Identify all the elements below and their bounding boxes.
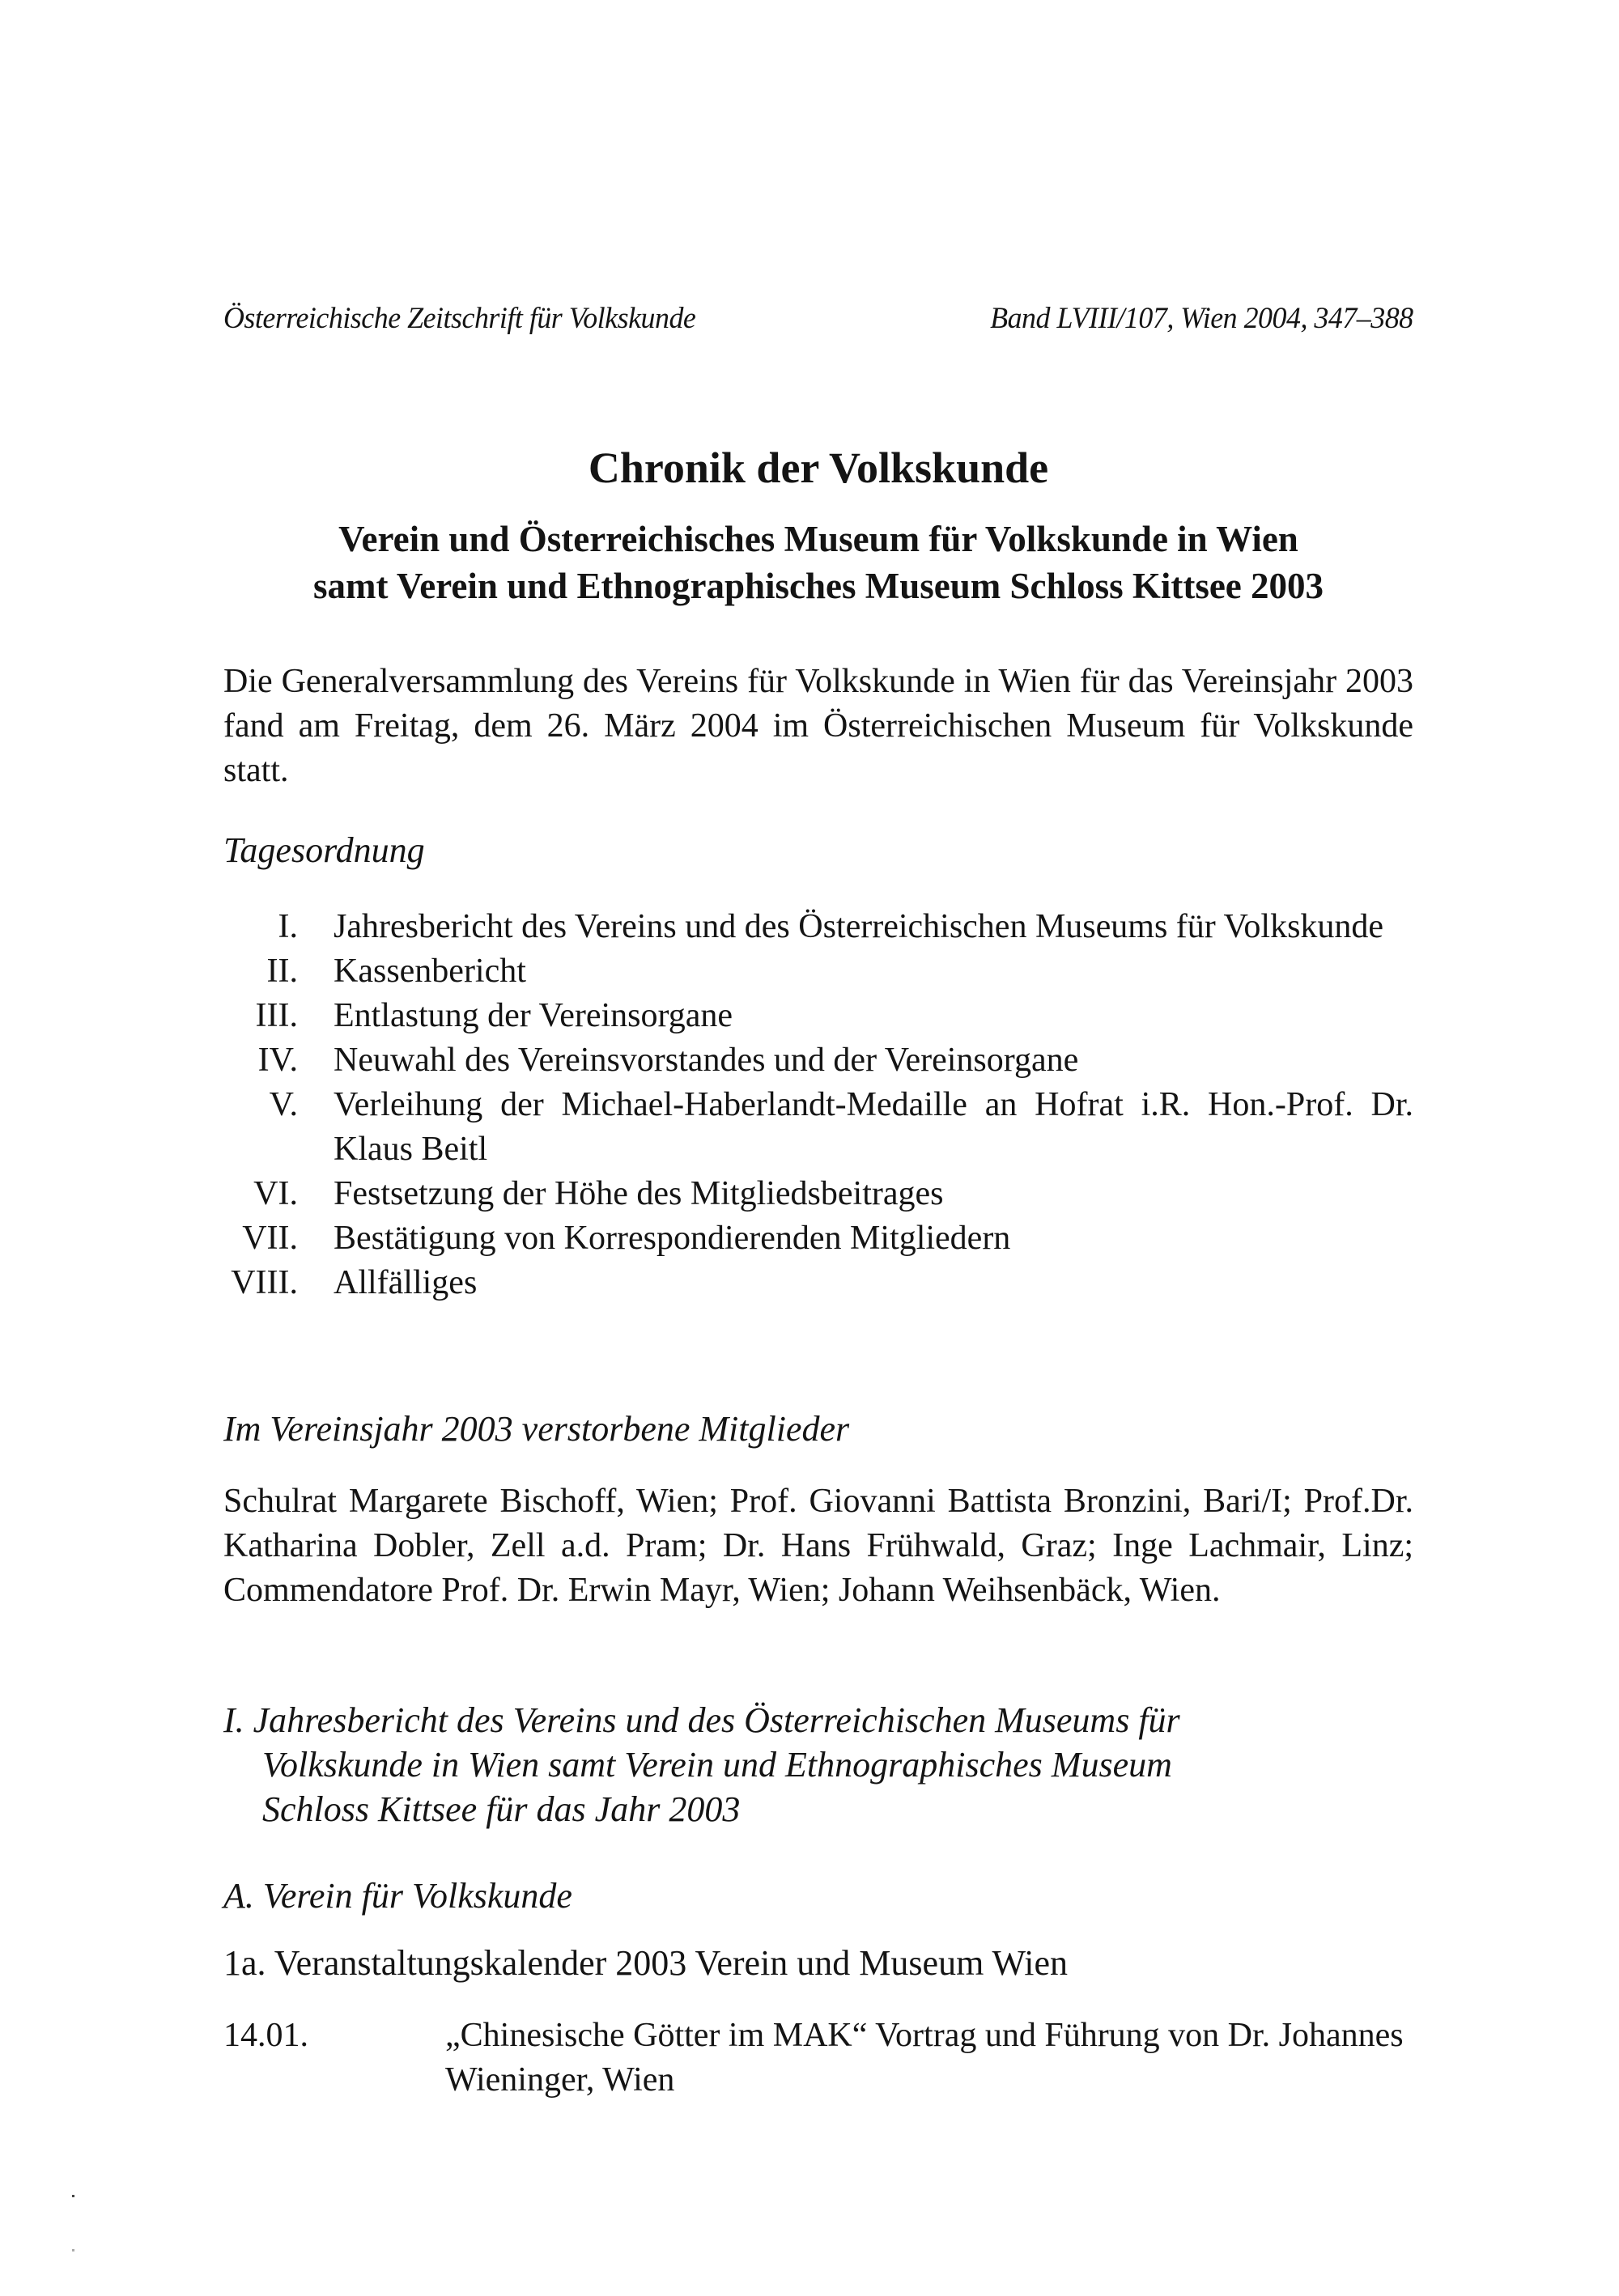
- agenda-item-number: VI.: [253, 1175, 298, 1212]
- agenda-item-text: Allfälliges: [334, 1264, 478, 1301]
- event-date: 14.01.: [223, 2017, 308, 2054]
- agenda-item-text: Entlastung der Vereinsorgane: [334, 997, 733, 1034]
- calendar-heading: 1a. Veranstaltungskalender 2003 Verein und Museum Wien: [223, 1943, 1069, 1983]
- agenda-heading: Tagesordnung: [223, 830, 425, 870]
- volume-info: Band LVIII/107, Wien 2004, 347–388: [990, 302, 1413, 335]
- agenda-item: [223, 1172, 1413, 1216]
- agenda-item-text: Jahresbericht des Vereins und des Österreichischen Museums für Volkskunde: [334, 908, 1384, 945]
- subtitle-line-2: samt Verein und Ethnographisches Museum Schloss Kittsee 2003: [312, 566, 1324, 606]
- journal-title: Österreichische Zeitschrift für Volkskunde: [223, 302, 696, 335]
- report-heading-line-2: Volkskunde in Wien samt Verein und Ethnographisches Museum: [262, 1745, 1172, 1785]
- agenda-item: [223, 1216, 1413, 1261]
- agenda-item-text: Bestätigung von Korrespondierenden Mitgliedern: [334, 1220, 1011, 1257]
- subtitle-line-1: Verein und Österreichisches Museum für Volkskunde in Wien: [338, 519, 1298, 559]
- running-head: [223, 301, 1413, 337]
- scan-speck: [72, 2249, 74, 2251]
- agenda-item-number: VII.: [242, 1220, 298, 1257]
- agenda-list: [223, 905, 1413, 1305]
- agenda-item: [223, 1038, 1413, 1083]
- report-heading-line-3: Schloss Kittsee für das Jahr 2003: [262, 1789, 741, 1829]
- event-entry: [223, 2014, 1413, 2103]
- agenda-item-text: Festsetzung der Höhe des Mitgliedsbeitrages: [334, 1175, 944, 1212]
- scan-speck: [72, 2195, 74, 2197]
- agenda-item-number: II.: [266, 953, 298, 990]
- agenda-item: [223, 949, 1413, 994]
- agenda-item-number: I.: [278, 908, 298, 945]
- page-subtitle: [223, 516, 1413, 609]
- agenda-item: [223, 994, 1413, 1038]
- section-heading: A. Verein für Volkskunde: [223, 1876, 572, 1916]
- agenda-item-number: III.: [255, 997, 298, 1034]
- agenda-item-number: VIII.: [231, 1264, 298, 1301]
- agenda-item: [223, 1261, 1413, 1305]
- intro-paragraph: Die Generalversammlung des Vereins für Volkskunde in Wien für das Vereinsjahr 2003 fand am Freitag, dem 26. März 2004 im Österreichischen Museum für Volkskunde statt.: [223, 663, 1413, 789]
- agenda-item-number: IV.: [257, 1042, 298, 1079]
- agenda-item-text: Verleihung der Michael-Haberlandt-Medaille an Hofrat i.R. Hon.-Prof. Dr. Klaus Beitl: [334, 1086, 1413, 1168]
- agenda-item: [223, 1083, 1413, 1172]
- agenda-item-number: V.: [269, 1086, 298, 1123]
- report-heading-line-1: I. Jahresbericht des Vereins und des Österreichischen Museums für: [223, 1700, 1180, 1740]
- deceased-heading: Im Vereinsjahr 2003 verstorbene Mitglieder: [223, 1409, 850, 1449]
- event-description: „Chinesische Götter im MAK“ Vortrag und Führung von Dr. Johannes Wieninger, Wien: [445, 2017, 1404, 2099]
- deceased-paragraph: Schulrat Margarete Bischoff, Wien; Prof. Giovanni Battista Bronzini, Bari/I; Prof.Dr. Katharina Dobler, Zell a.d. Pram; Dr. Hans Frühwald, Graz; Inge Lachmair, Linz; Commendatore Prof. Dr. Erwin Mayr, Wien; Johann Weihsenbäck, Wien.: [223, 1483, 1413, 1609]
- agenda-item-text: Kassenbericht: [334, 953, 526, 990]
- report-heading: [223, 1698, 1413, 1831]
- page-title: Chronik der Volkskunde: [588, 443, 1049, 492]
- agenda-item: [223, 905, 1413, 949]
- agenda-item-text: Neuwahl des Vereinsvorstandes und der Vereinsorgane: [334, 1042, 1079, 1079]
